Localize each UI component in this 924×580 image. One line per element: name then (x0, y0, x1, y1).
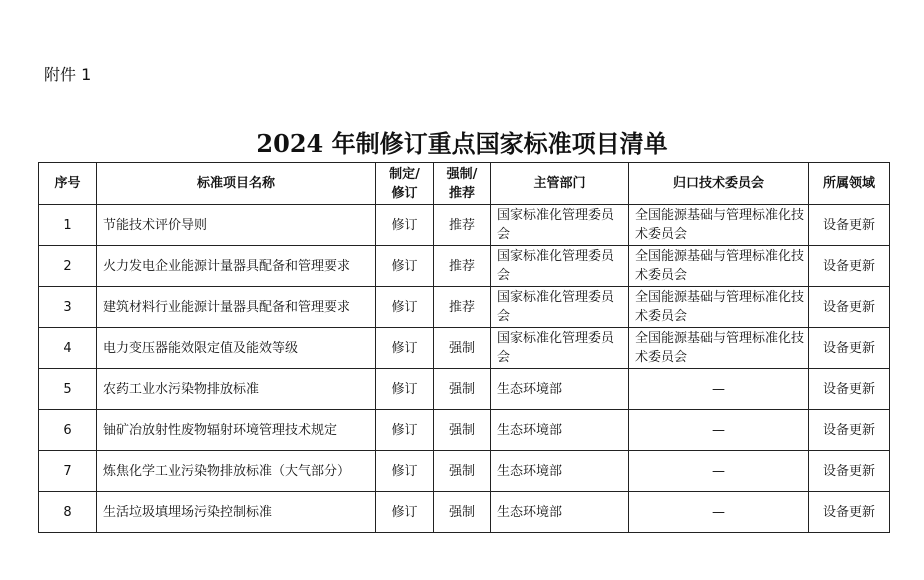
cell-dept: 生态环境部 (491, 451, 629, 492)
cell-seq: 6 (39, 410, 97, 451)
cell-dept: 生态环境部 (491, 369, 629, 410)
cell-revise: 修订 (376, 410, 434, 451)
header-committee: 归口技术委员会 (629, 163, 809, 205)
table-row (39, 492, 890, 533)
cell-name: 农药工业水污染物排放标准 (97, 369, 376, 410)
header-mandatory-line1: 强制/ (446, 166, 478, 182)
cell-seq: 2 (39, 246, 97, 287)
header-mandatory (434, 163, 491, 205)
header-field: 所属领域 (809, 163, 890, 205)
table-row (39, 410, 890, 451)
cell-field: 设备更新 (809, 410, 890, 451)
cell-mandatory: 强制 (434, 451, 491, 492)
table-row (39, 246, 890, 287)
header-revise (376, 163, 434, 205)
table-row (39, 451, 890, 492)
cell-field: 设备更新 (809, 287, 890, 328)
standards-table (38, 162, 890, 533)
cell-mandatory: 强制 (434, 492, 491, 533)
cell-field: 设备更新 (809, 451, 890, 492)
cell-committee: — (629, 410, 809, 451)
cell-revise: 修订 (376, 205, 434, 246)
cell-field: 设备更新 (809, 246, 890, 287)
header-revise-line1: 制定/ (389, 166, 420, 182)
cell-dept: 国家标准化管理委员会 (491, 287, 629, 328)
cell-mandatory: 强制 (434, 410, 491, 451)
cell-name: 炼焦化学工业污染物排放标准（大气部分） (97, 451, 376, 492)
cell-revise: 修订 (376, 451, 434, 492)
table-header (39, 163, 890, 205)
cell-dept: 国家标准化管理委员会 (491, 246, 629, 287)
table-row (39, 369, 890, 410)
cell-name: 火力发电企业能源计量器具配备和管理要求 (97, 246, 376, 287)
cell-dept: 生态环境部 (491, 492, 629, 533)
cell-committee: — (629, 369, 809, 410)
cell-seq: 5 (39, 369, 97, 410)
cell-seq: 3 (39, 287, 97, 328)
cell-name: 节能技术评价导则 (97, 205, 376, 246)
table-row (39, 205, 890, 246)
cell-mandatory: 推荐 (434, 205, 491, 246)
cell-revise: 修订 (376, 328, 434, 369)
cell-name: 电力变压器能效限定值及能效等级 (97, 328, 376, 369)
cell-seq: 8 (39, 492, 97, 533)
cell-field: 设备更新 (809, 328, 890, 369)
cell-name: 生活垃圾填埋场污染控制标准 (97, 492, 376, 533)
cell-revise: 修订 (376, 246, 434, 287)
cell-dept: 国家标准化管理委员会 (491, 205, 629, 246)
header-mandatory-line2: 推荐 (448, 185, 475, 201)
cell-name: 建筑材料行业能源计量器具配备和管理要求 (97, 287, 376, 328)
table-row (39, 328, 890, 369)
header-seq: 序号 (39, 163, 97, 205)
cell-field: 设备更新 (809, 492, 890, 533)
cell-mandatory: 强制 (434, 328, 491, 369)
attachment-label: 附件 1 (44, 65, 92, 84)
cell-dept: 生态环境部 (491, 410, 629, 451)
cell-field: 设备更新 (809, 369, 890, 410)
cell-revise: 修订 (376, 287, 434, 328)
cell-seq: 7 (39, 451, 97, 492)
cell-mandatory: 推荐 (434, 246, 491, 287)
cell-mandatory: 强制 (434, 369, 491, 410)
cell-committee: — (629, 451, 809, 492)
cell-committee: 全国能源基础与管理标准化技术委员会 (629, 246, 809, 287)
cell-committee: 全国能源基础与管理标准化技术委员会 (629, 328, 809, 369)
header-dept: 主管部门 (491, 163, 629, 205)
cell-dept: 国家标准化管理委员会 (491, 328, 629, 369)
cell-revise: 修订 (376, 492, 434, 533)
cell-seq: 1 (39, 205, 97, 246)
header-revise-line2: 修订 (391, 185, 418, 201)
cell-committee: 全国能源基础与管理标准化技术委员会 (629, 287, 809, 328)
cell-committee: 全国能源基础与管理标准化技术委员会 (629, 205, 809, 246)
cell-revise: 修订 (376, 369, 434, 410)
cell-committee: — (629, 492, 809, 533)
cell-name: 铀矿冶放射性废物辐射环境管理技术规定 (97, 410, 376, 451)
header-name: 标准项目名称 (97, 163, 376, 205)
document-title: 2024 年制修订重点国家标准项目清单 (256, 129, 668, 158)
table-body (39, 205, 890, 533)
table-row (39, 287, 890, 328)
cell-seq: 4 (39, 328, 97, 369)
cell-mandatory: 推荐 (434, 287, 491, 328)
cell-field: 设备更新 (809, 205, 890, 246)
